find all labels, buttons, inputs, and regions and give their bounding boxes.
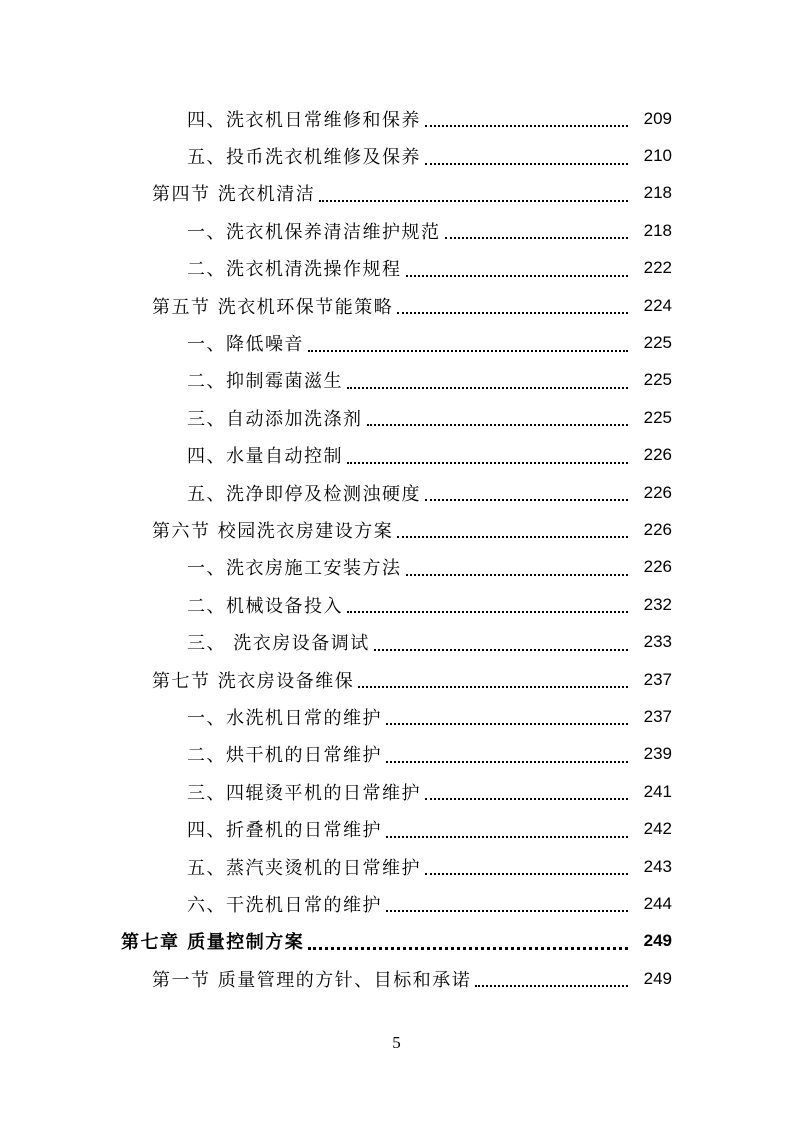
toc-entry-page-number: 224 <box>643 295 672 315</box>
toc-dot-leader <box>386 722 628 725</box>
toc-entry-page-number: 226 <box>643 445 672 465</box>
toc-entry-item[interactable] <box>0 100 793 137</box>
toc-entry-title: 三、自动添加洗涤剂 <box>187 408 363 430</box>
toc-entry-title: 二、洗衣机清洗操作规程 <box>187 259 402 281</box>
toc-entry-title: 五、蒸汽夹烫机的日常维护 <box>187 857 421 879</box>
toc-dot-leader <box>425 124 628 127</box>
toc-entry-item[interactable] <box>0 362 793 399</box>
toc-dot-leader <box>347 461 628 464</box>
toc-entry-title: 一、水洗机日常的维护 <box>187 707 382 729</box>
toc-entry-page-number: 226 <box>643 557 672 577</box>
toc-entry-title: 四、水量自动控制 <box>187 446 343 468</box>
toc-dot-leader <box>406 274 629 277</box>
toc-entry-page-number: 237 <box>643 706 672 726</box>
toc-entry-title: 第七章 质量控制方案 <box>121 932 305 954</box>
toc-dot-leader <box>358 685 628 688</box>
table-of-contents <box>0 100 793 997</box>
toc-dot-leader <box>445 236 629 239</box>
toc-entry-item[interactable] <box>0 399 793 436</box>
toc-entry-item[interactable] <box>0 773 793 810</box>
toc-entry-page-number: 222 <box>643 258 672 278</box>
toc-entry-title: 一、降低噪音 <box>187 334 304 356</box>
toc-entry-section[interactable] <box>0 175 793 212</box>
toc-entry-item[interactable] <box>0 736 793 773</box>
toc-dot-leader <box>425 162 628 165</box>
toc-dot-leader <box>425 498 628 501</box>
toc-entry-page-number: 232 <box>643 594 672 614</box>
toc-entry-page-number: 242 <box>643 819 672 839</box>
toc-dot-leader <box>367 423 629 426</box>
toc-entry-item[interactable] <box>0 474 793 511</box>
toc-entry-item[interactable] <box>0 437 793 474</box>
toc-dot-leader <box>308 946 628 950</box>
toc-entry-page-number: 243 <box>643 856 672 876</box>
toc-dot-leader <box>386 909 628 912</box>
toc-dot-leader <box>475 984 628 987</box>
toc-dot-leader <box>425 797 628 800</box>
toc-entry-page-number: 210 <box>643 146 672 166</box>
toc-entry-title: 二、抑制霉菌滋生 <box>187 371 343 393</box>
page-number: 5 <box>392 1033 401 1052</box>
toc-entry-title: 第七节 洗衣房设备维保 <box>152 670 355 692</box>
toc-entry-item[interactable] <box>0 549 793 586</box>
toc-entry-section[interactable] <box>0 511 793 548</box>
toc-entry-page-number: 226 <box>643 519 672 539</box>
toc-entry-item[interactable] <box>0 324 793 361</box>
toc-entry-title: 五、投币洗衣机维修及保养 <box>187 147 421 169</box>
toc-entry-item[interactable] <box>0 137 793 174</box>
toc-entry-title: 四、折叠机的日常维护 <box>187 820 382 842</box>
toc-entry-item[interactable] <box>0 212 793 249</box>
toc-dot-leader <box>347 386 628 389</box>
toc-entry-title: 三、四辊烫平机的日常维护 <box>187 782 421 804</box>
toc-dot-leader <box>397 535 628 538</box>
toc-entry-page-number: 218 <box>643 220 672 240</box>
toc-entry-item[interactable] <box>0 848 793 885</box>
toc-entry-item[interactable] <box>0 698 793 735</box>
toc-dot-leader <box>386 835 628 838</box>
toc-entry-section[interactable] <box>0 960 793 997</box>
toc-entry-item[interactable] <box>0 623 793 660</box>
toc-entry-section[interactable] <box>0 661 793 698</box>
toc-entry-item[interactable] <box>0 250 793 287</box>
toc-dot-leader <box>319 199 628 202</box>
toc-dot-leader <box>374 648 628 651</box>
toc-dot-leader <box>386 760 628 763</box>
toc-entry-item[interactable] <box>0 586 793 623</box>
toc-dot-leader <box>308 349 628 352</box>
toc-entry-title: 第六节 校园洗衣房建设方案 <box>152 520 394 542</box>
toc-entry-page-number: 225 <box>643 407 672 427</box>
toc-entry-page-number: 225 <box>643 333 672 353</box>
toc-entry-page-number: 249 <box>643 931 672 951</box>
toc-entry-page-number: 244 <box>643 893 672 913</box>
toc-entry-item[interactable] <box>0 885 793 922</box>
toc-entry-page-number: 249 <box>643 968 672 988</box>
toc-entry-section[interactable] <box>0 287 793 324</box>
toc-dot-leader <box>397 311 628 314</box>
toc-entry-page-number: 233 <box>643 632 672 652</box>
toc-entry-page-number: 209 <box>643 108 672 128</box>
toc-entry-title: 四、洗衣机日常维修和保养 <box>187 109 421 131</box>
toc-entry-item[interactable] <box>0 810 793 847</box>
toc-entry-page-number: 241 <box>643 781 672 801</box>
toc-entry-title: 一、洗衣机保养清洁维护规范 <box>187 221 441 243</box>
toc-entry-title: 第四节 洗衣机清洁 <box>152 184 316 206</box>
toc-entry-page-number: 237 <box>643 669 672 689</box>
toc-entry-title: 二、机械设备投入 <box>187 595 343 617</box>
toc-entry-title: 二、烘干机的日常维护 <box>187 745 382 767</box>
toc-entry-page-number: 239 <box>643 744 672 764</box>
toc-entry-title: 一、洗衣房施工安装方法 <box>187 558 402 580</box>
toc-entry-title: 五、洗净即停及检测浊硬度 <box>187 483 421 505</box>
toc-dot-leader <box>406 573 629 576</box>
toc-dot-leader <box>347 610 628 613</box>
toc-entry-page-number: 226 <box>643 482 672 502</box>
toc-entry-title: 第五节 洗衣机环保节能策略 <box>152 296 394 318</box>
toc-entry-title: 三、 洗衣房设备调试 <box>187 633 370 655</box>
toc-dot-leader <box>425 872 628 875</box>
toc-entry-title: 六、干洗机日常的维护 <box>187 894 382 916</box>
toc-entry-chapter[interactable] <box>0 923 793 960</box>
toc-entry-title: 第一节 质量管理的方针、目标和承诺 <box>152 969 472 991</box>
toc-entry-page-number: 225 <box>643 370 672 390</box>
toc-entry-page-number: 218 <box>643 183 672 203</box>
